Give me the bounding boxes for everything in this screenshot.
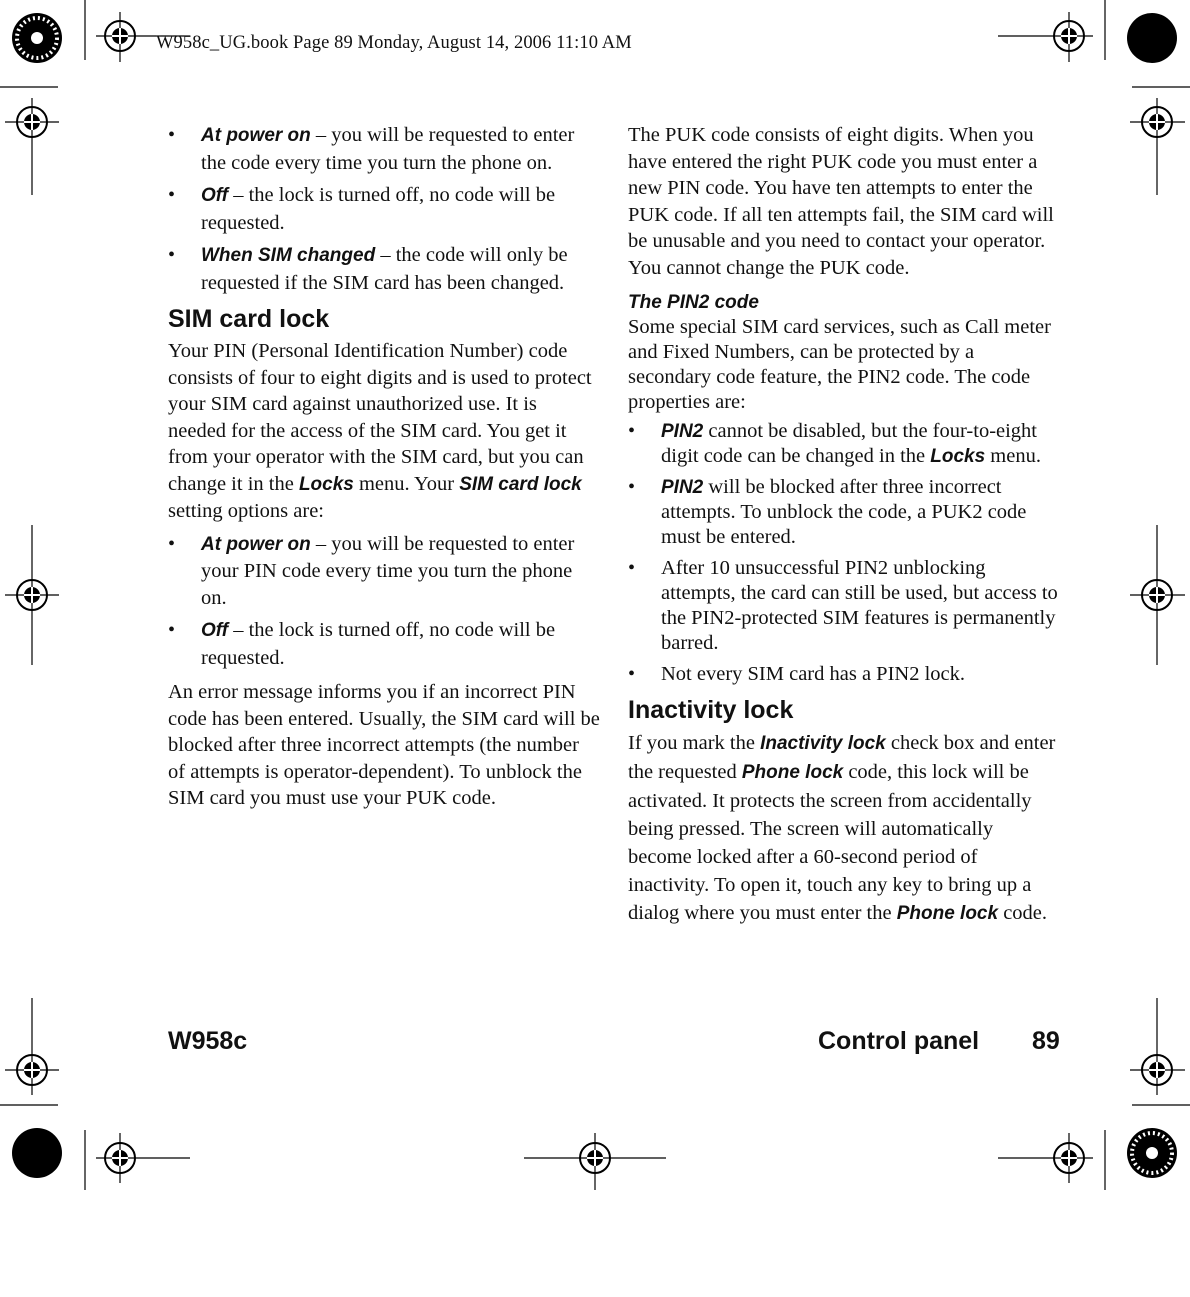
right-column	[628, 122, 1060, 928]
footer-section-title: Control panel	[818, 1027, 980, 1055]
color-wheel-bottom-right-icon	[1127, 1128, 1177, 1178]
list-item: • PIN2 cannot be disabled, but the four-to-eight digit code can be changed in the Locks menu.	[628, 419, 1060, 469]
list-item: • Off – the lock is turned off, no code will be requested.	[168, 182, 600, 236]
page-number: 89	[1032, 1027, 1060, 1055]
subheading-pin2-code: The PIN2 code	[628, 292, 759, 313]
list-item: • PIN2 will be blocked after three incorrect attempts. To unblock the code, a PUK2 code must be entered.	[628, 475, 1060, 550]
list-item: • At power on – you will be requested to enter your PIN code every time you turn the phone on.	[168, 531, 600, 612]
slug-line: W958c_UG.book Page 89 Monday, August 14, 2006 11:10 AM	[156, 33, 632, 53]
left-column	[168, 122, 600, 812]
footer-model: W958c	[168, 1027, 248, 1055]
pin2-intro-paragraph: Some special SIM card services, such as Call meter and Fixed Numbers, can be protected by a secondary code feature, the PIN2 code. The code properties are:	[628, 316, 1051, 413]
sim-lock-options-list	[168, 531, 600, 672]
lock-options-list	[168, 122, 600, 296]
error-message-paragraph: An error message informs you if an incorrect PIN code has been entered. Usually, the SIM card will be blocked after three incorrect attempts (the number of attempts is operator-dependent). To unblock the SIM card you must use your PUK code.	[168, 681, 600, 809]
puk-code-paragraph: The PUK code consists of eight digits. When you have entered the right PUK code you must enter a new PIN code. You have ten attempts to enter the PUK code. If all ten attempts fail, the SIM card will be unusable and you need to contact your operator. You cannot change the PUK code.	[628, 124, 1054, 279]
list-item: • When SIM changed – the code will only be requested if the SIM card has been changed.	[168, 242, 600, 296]
list-item: • At power on – you will be requested to enter the code every time you turn the phone on.	[168, 122, 600, 176]
pin2-properties-list	[628, 419, 1060, 687]
color-wheel-top-left-icon	[12, 13, 62, 63]
section-heading-inactivity-lock: Inactivity lock	[628, 696, 794, 724]
list-item: • Not every SIM card has a PIN2 lock.	[628, 662, 1060, 687]
solid-dot-bottom-left-icon	[12, 1128, 62, 1178]
inactivity-lock-paragraph: If you mark the Inactivity lock check box and enter the requested Phone lock code, this lock will be activated. It protects the screen from accidentally being pressed. The screen will automatically become locked after a 60-second period of inactivity. To open it, touch any key to bring up a dialog where you must enter the Phone lock code.	[628, 732, 1056, 924]
section-heading-sim-card-lock: SIM card lock	[168, 305, 330, 333]
sim-card-lock-paragraph: Your PIN (Personal Identification Number) code consists of four to eight digits and is used to protect your SIM card against unauthorized use. It is needed for the access of the SIM card. You get it from your operator with the SIM card, but you can change it in the Locks menu. Your SIM card lock setting options are:	[168, 340, 592, 522]
solid-dot-top-right-icon	[1127, 13, 1177, 63]
list-item: • Off – the lock is turned off, no code will be requested.	[168, 617, 600, 671]
list-item: • After 10 unsuccessful PIN2 unblocking attempts, the card can still be used, but access to the PIN2-protected SIM features is permanently barred.	[628, 556, 1060, 656]
